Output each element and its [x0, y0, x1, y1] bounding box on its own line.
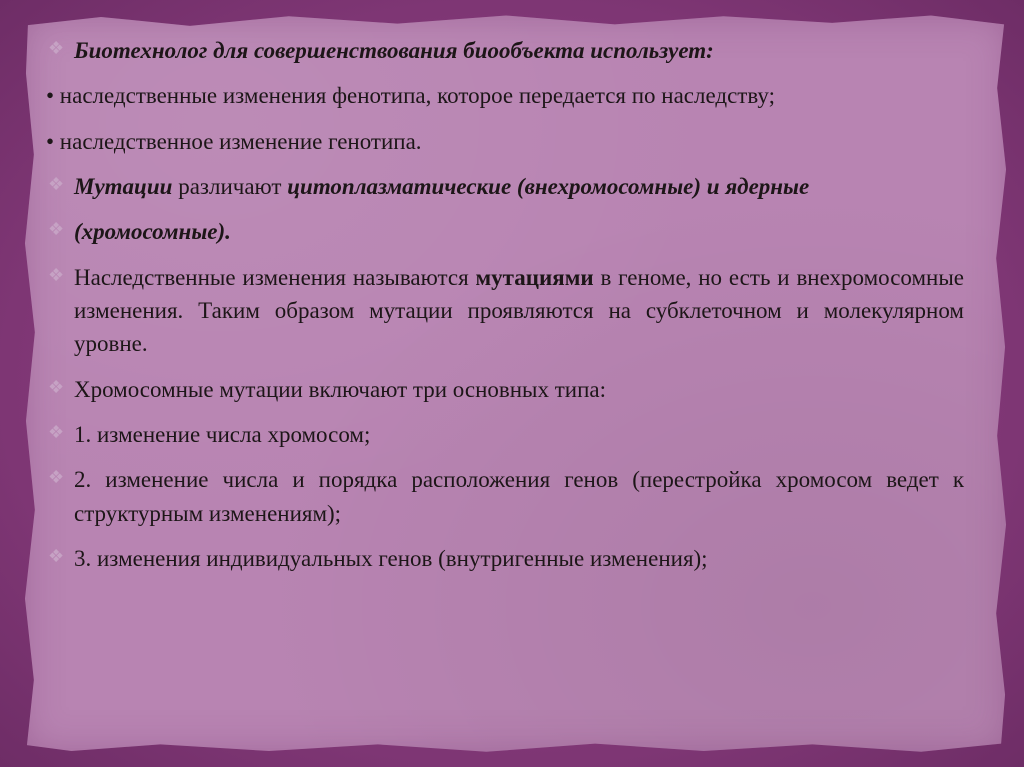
item-text-emphasis: Мутации [74, 174, 173, 200]
list-item [46, 418, 964, 451]
slide-content [46, 34, 964, 587]
diamond-bullet-icon: ❖ [48, 546, 65, 567]
item-text: Биотехнолог для совершенствования биообъекта использует: [74, 38, 714, 63]
list-item [46, 463, 964, 530]
item-text-emphasis: мутациями [475, 264, 594, 290]
list-item [46, 125, 964, 158]
diamond-bullet-icon: ❖ [48, 467, 65, 488]
list-item [46, 34, 964, 67]
item-text: в геноме, но есть и внехромосомные изменения. Таким образом мутации проявляются на субклеточном и молекулярном уровне. [74, 264, 964, 357]
list-item [46, 542, 964, 575]
diamond-bullet-icon: ❖ [48, 38, 65, 58]
list-item [46, 79, 964, 112]
item-text: Наследственные изменения называются [74, 264, 476, 290]
item-text: различают [172, 174, 288, 200]
item-text: • наследственные изменения фенотипа, которое передается по наследству; [46, 83, 776, 109]
diamond-bullet-icon: ❖ [48, 422, 65, 443]
item-text-emphasis: цитоплазматические (внехромосомные) и ядерные [287, 174, 810, 200]
list-item [46, 215, 964, 248]
item-text: 2. изменение числа и порядка расположения генов (перестройка хромосом ведет к структурным изменениям); [74, 467, 964, 526]
item-text: Хромосомные мутации включают три основных типа: [74, 376, 607, 402]
item-text: (хромосомные). [74, 219, 231, 245]
item-text: 1. изменение числа хромосом; [74, 422, 371, 448]
list-item [46, 170, 964, 203]
list-item [46, 373, 964, 406]
list-item [46, 261, 964, 361]
diamond-bullet-icon: ❖ [48, 174, 65, 195]
item-text: 3. изменения индивидуальных генов (внутригенные изменения); [74, 546, 708, 572]
item-text: • наследственное изменение генотипа. [46, 128, 422, 154]
diamond-bullet-icon: ❖ [48, 219, 65, 240]
diamond-bullet-icon: ❖ [48, 264, 65, 285]
diamond-bullet-icon: ❖ [48, 376, 65, 397]
